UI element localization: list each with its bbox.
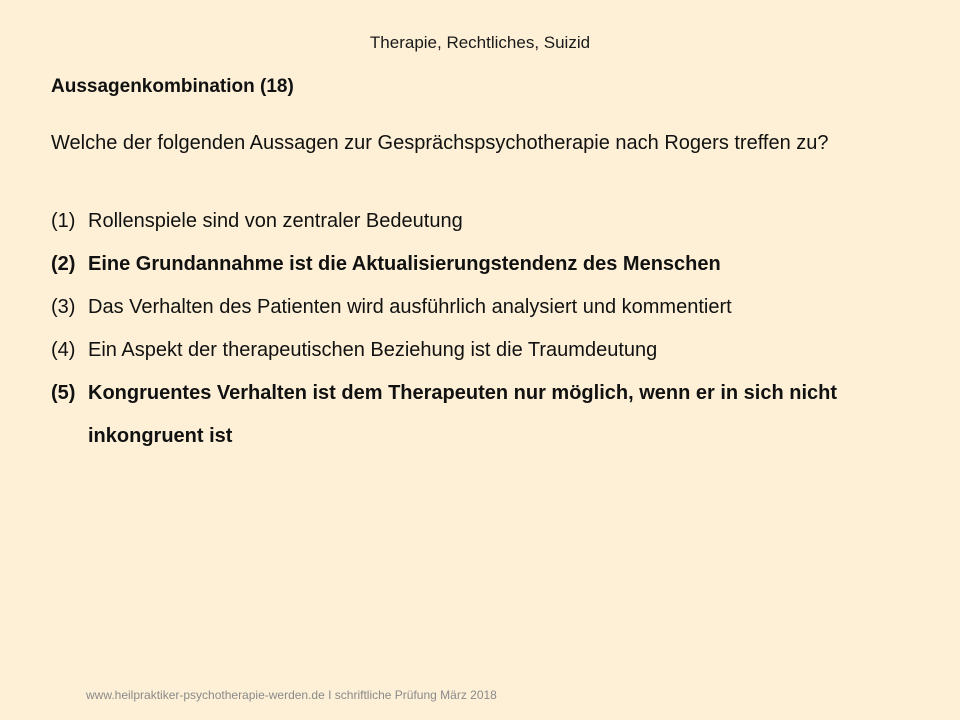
slide-title: Aussagenkombination (18)	[51, 76, 294, 97]
option-text: Eine Grundannahme ist die Aktualisierungstendenz des Menschen	[88, 253, 721, 275]
option-text: Rollenspiele sind von zentraler Bedeutung	[88, 210, 463, 232]
option-4	[51, 329, 931, 372]
option-text: Das Verhalten des Patienten wird ausführlich analysiert und kommentiert	[88, 296, 732, 318]
option-5	[51, 372, 931, 458]
option-number: (2)	[51, 253, 76, 275]
answer-options-list	[51, 200, 931, 458]
option-number: (1)	[51, 210, 76, 232]
option-1	[51, 200, 931, 243]
option-text: Kongruentes Verhalten ist dem Therapeuten nur möglich, wenn er in sich nicht inkongruent ist	[88, 382, 838, 447]
option-2	[51, 243, 931, 286]
option-number: (3)	[51, 296, 76, 318]
option-text: Ein Aspekt der therapeutischen Beziehung ist die Traumdeutung	[88, 339, 658, 361]
option-number: (5)	[51, 382, 76, 404]
slide-header: Therapie, Rechtliches, Suizid	[369, 33, 591, 52]
question-text: Welche der folgenden Aussagen zur Gesprächspsychotherapie nach Rogers treffen zu?	[51, 132, 829, 154]
option-number: (4)	[51, 339, 76, 361]
option-3	[51, 286, 931, 329]
footer-source: www.heilpraktiker-psychotherapie-werden.de I schriftliche Prüfung März 2018	[86, 688, 497, 702]
